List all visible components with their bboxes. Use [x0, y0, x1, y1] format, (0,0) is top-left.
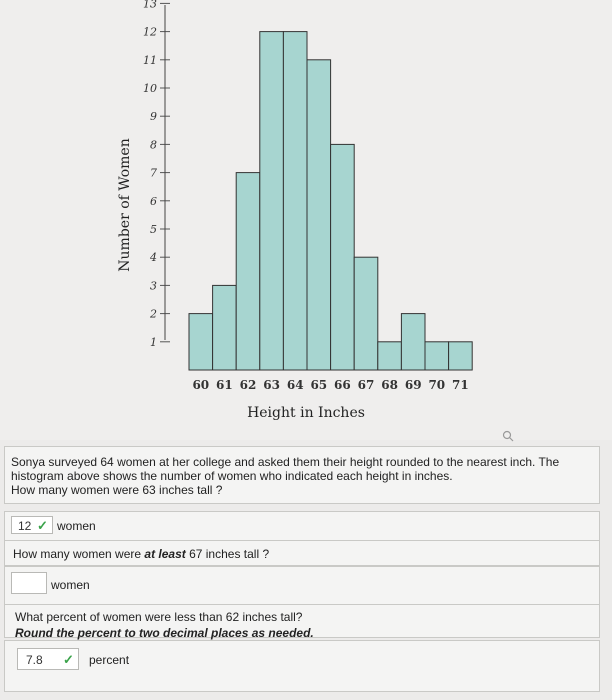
- question-3-panel: [4, 604, 600, 638]
- y-axis-label: Number of Women: [117, 138, 133, 272]
- answer-1-field[interactable]: [11, 516, 53, 534]
- y-tick-label: 8: [150, 138, 157, 152]
- y-tick-label: 13: [143, 0, 157, 11]
- check-icon: ✓: [63, 652, 74, 667]
- x-tick-label: 67: [357, 378, 375, 392]
- answer-3-value: 7.8: [26, 653, 43, 667]
- y-tick-label: 11: [143, 53, 157, 67]
- answer-2-unit: women: [51, 578, 90, 592]
- bar-67: [354, 257, 378, 370]
- question-2-suffix: 67 inches tall ?: [185, 547, 270, 561]
- question-2-panel: [4, 540, 600, 566]
- histogram-bars: [189, 32, 472, 370]
- x-tick-label: 63: [263, 378, 280, 392]
- bar-71: [449, 342, 473, 370]
- x-tick-label: 69: [404, 378, 422, 392]
- x-tick-label: 70: [428, 378, 446, 392]
- bar-64: [283, 32, 307, 370]
- answer-1-value: 12: [18, 519, 32, 533]
- bar-68: [378, 342, 402, 370]
- answer-1-unit: women: [57, 519, 96, 533]
- problem-intro: Sonya surveyed 64 women at her college and asked them their height rounded to the nearest inch. The histogram above shows the number of women who indicated each height in inches.: [11, 455, 560, 483]
- question-2-prefix: How many women were: [13, 547, 145, 561]
- bar-63: [260, 32, 284, 370]
- bar-65: [307, 60, 331, 370]
- bar-60: [189, 314, 213, 370]
- x-tick-label: 61: [216, 378, 233, 392]
- answer-3-panel: [4, 640, 600, 692]
- bar-70: [425, 342, 449, 370]
- y-tick-label: 7: [150, 166, 157, 180]
- x-tick-label: 66: [334, 378, 351, 392]
- y-tick-label: 9: [150, 110, 157, 124]
- question-3-text: What percent of women were less than 62 inches tall?: [15, 610, 303, 624]
- x-tick-label: 60: [192, 378, 210, 392]
- y-tick-label: 6: [150, 194, 157, 208]
- question-2-emphasis: at least: [144, 547, 186, 561]
- question-1-text: How many women were 63 inches tall ?: [11, 483, 223, 497]
- x-tick-label: 65: [310, 378, 328, 392]
- bar-62: [236, 173, 260, 370]
- answer-3-field[interactable]: [17, 648, 79, 670]
- x-axis-label: Height in Inches: [247, 405, 365, 421]
- x-tick-label: 68: [381, 378, 398, 392]
- bar-66: [331, 144, 355, 370]
- y-tick-label: 1: [150, 335, 157, 349]
- bar-69: [401, 314, 425, 370]
- answer-2-field[interactable]: [11, 572, 47, 594]
- problem-statement-panel: [4, 446, 600, 504]
- x-tick-label: 64: [286, 378, 304, 392]
- answer-2-panel: [4, 566, 600, 606]
- y-tick-label: 2: [150, 307, 157, 321]
- y-tick-label: 12: [143, 25, 157, 39]
- answer-3-unit: percent: [89, 653, 130, 667]
- y-axis-ticks: [143, 0, 170, 349]
- y-tick-label: 3: [150, 279, 157, 293]
- y-tick-label: 10: [143, 82, 157, 95]
- x-tick-label: 62: [239, 378, 257, 392]
- question-3-instruction: Round the percent to two decimal places as needed.: [15, 626, 314, 640]
- y-tick-label: 4: [150, 251, 157, 265]
- bar-61: [213, 285, 237, 370]
- search-icon[interactable]: [502, 430, 514, 442]
- x-tick-label: 71: [452, 378, 469, 392]
- check-icon: ✓: [37, 518, 48, 533]
- x-axis-ticks: [192, 378, 468, 392]
- y-tick-label: 5: [150, 223, 157, 236]
